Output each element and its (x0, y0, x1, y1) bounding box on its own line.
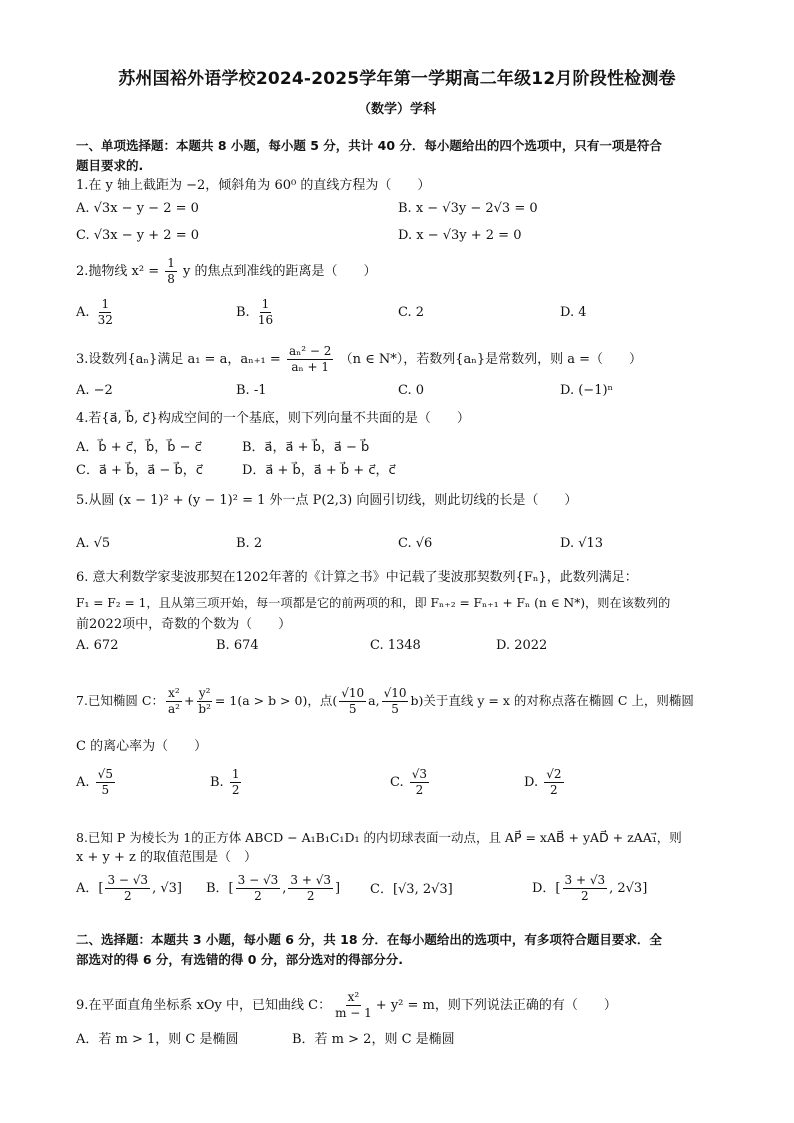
q7-option-b-frac (230, 767, 242, 798)
q8-option-b-num2: 3 + √3 (290, 873, 331, 887)
q7-frac-x (166, 686, 182, 717)
q7-option-c-den: 2 (415, 783, 424, 797)
q2-option-b-frac (256, 297, 275, 328)
q8-option-a-pre: A．[ (76, 881, 104, 896)
q2-stem-pre: 2.抛物线 x² = (76, 264, 160, 279)
q8-option-a-den: 2 (123, 889, 132, 903)
q2-option-b (236, 297, 277, 328)
section-2-heading-cont: 部选对的得 6 分，有选错的得 0 分，部分选对的得部分分. (76, 952, 404, 967)
q7-frac-b (382, 686, 409, 717)
section-2-heading: 二、选择题：本题共 3 小题，每小题 6 分，共 18 分．在每小题给出的选项中，有多项符合题目要求．全 (76, 932, 662, 947)
q3-fraction (287, 344, 333, 375)
q6-option-d: D. 2022 (496, 638, 548, 653)
q2-stem-post: y 的焦点到准线的距离是（ ） (183, 264, 377, 279)
q3-stem (76, 344, 726, 375)
q7-option-a-label: A. (76, 775, 90, 790)
q7-frac-a-den: 5 (348, 702, 357, 716)
q4-option-d: D．a⃗ + b⃗，a⃗ + b⃗ + c⃗，c⃗ (242, 463, 396, 478)
q2-option-b-num: 1 (261, 297, 270, 311)
q6-option-b: B. 674 (216, 638, 259, 653)
q5-stem: 5.从圆 (x − 1)² + (y − 1)² = 1 外一点 P(2,3) 向圆引切线，则此切线的长是（ ） (76, 493, 578, 508)
q1-option-d: D. x − √3y + 2 = 0 (398, 228, 522, 243)
q2-stem (76, 256, 726, 287)
q8-option-b-sep: , (282, 881, 287, 896)
q7-option-d-label: D. (524, 775, 539, 790)
q4-stem: 4.若{a⃗, b⃗, c⃗}构成空间的一个基底，则下列向量不共面的是（ ） (76, 411, 470, 426)
q6-option-a: A. 672 (76, 638, 119, 653)
q9-option-a: A．若 m > 1，则 C 是椭圆 (76, 1032, 239, 1047)
q7-frac-y-num: y² (198, 686, 211, 700)
q7-mid: a, (368, 693, 380, 708)
q4-option-c: C．a⃗ + b⃗，a⃗ − b⃗，c⃗ (76, 463, 203, 478)
q1-option-a: A. √3x − y − 2 = 0 (76, 201, 199, 216)
q8-line1: 8.已知 P 为棱长为 1的正方体 ABCD − A₁B₁C₁D₁ 的内切球表面一动点，且 AP⃗ = xAB⃗ + yAD⃗ + zAA₁⃗，则 (76, 830, 682, 845)
q7-option-c-num: √3 (411, 767, 428, 781)
q2-fraction (165, 256, 177, 287)
q3-option-c: C. 0 (398, 383, 425, 398)
q3-stem-pre: 3.设数列{aₙ}满足 a₁ = a，aₙ₊₁ = (76, 352, 281, 367)
q4-option-a: A．b⃗ + c⃗，b⃗，b⃗ − c⃗ (76, 440, 202, 455)
q7-pre: 7.已知椭圆 C： (76, 693, 164, 708)
q3-option-d: D. (−1)ⁿ (560, 383, 614, 398)
q6-line2: F₁ = F₂ = 1，且从第三项开始，每一项都是它的前两项的和，即 Fₙ₊₂ = Fₙ₊₁ + Fₙ (n ∈ N*)，则在该数列的 (76, 596, 671, 610)
q7-stem (76, 686, 726, 717)
q8-option-d-frac (563, 873, 608, 904)
q9-frac (333, 990, 374, 1021)
q3-fraction-num: aₙ² − 2 (288, 344, 332, 358)
q8-line2: x + y + z 的取值范围是（ ） (76, 850, 257, 865)
q6-line3: 前2022项中，奇数的个数为（ ） (76, 617, 292, 632)
q3-stem-post: （n ∈ N*），若数列{aₙ}是常数列，则 a =（ ） (339, 352, 643, 367)
q3-option-b: B. -1 (236, 383, 267, 398)
q2-fraction-num: 1 (167, 256, 175, 270)
q7-cond: = 1(a > b > 0)，点( (214, 693, 338, 708)
exam-title: 苏州国裕外语学校2024-2025学年第一学期高二年级12月阶段性检测卷 (118, 69, 676, 89)
q7-option-d-frac (544, 767, 563, 798)
q8-option-d-post: , 2√3] (609, 881, 648, 896)
q8-option-c: C．[√3, 2√3] (370, 882, 453, 897)
q7-option-b-label: B. (210, 775, 224, 790)
q8-option-d-den: 2 (580, 889, 589, 903)
q1-option-b: B. x − √3y − 2√3 = 0 (398, 201, 538, 216)
q7-frac-y (196, 686, 213, 717)
q8-option-b-den1: 2 (254, 889, 262, 903)
q7-option-a-den: 5 (101, 783, 110, 797)
q7-frac-a (339, 686, 366, 717)
q7-option-b-den: 2 (231, 783, 240, 797)
q2-option-a (76, 297, 117, 328)
q2-option-d: D. 4 (560, 305, 587, 320)
q5-option-a: A. √5 (76, 536, 111, 551)
q5-option-b: B. 2 (236, 536, 263, 551)
q7-option-c-label: C. (390, 775, 404, 790)
q7-frac-b-den: 5 (391, 702, 399, 716)
q5-option-d: D. √13 (560, 536, 604, 551)
q7-option-a (76, 767, 117, 798)
q2-option-b-label: B. (236, 305, 250, 320)
q2-option-a-frac (96, 297, 115, 328)
q7-option-b (210, 767, 243, 798)
q7-option-d-den: 2 (550, 783, 558, 797)
section-1-heading: 一、单项选择题：本题共 8 小题，每小题 5 分，共计 40 分．每小题给出的四个选项中，只有一项是符合 (76, 138, 662, 153)
q7-option-a-num: √5 (97, 767, 113, 781)
q6-line1: 6. 意大利数学家斐波那契在1202年著的《计算之书》中记载了斐波那契数列{Fₙ}，此数列满足： (76, 570, 638, 585)
q8-option-b-frac1 (236, 873, 281, 904)
q9-pre: 9.在平面直角坐标系 xOy 中，已知曲线 C： (76, 998, 332, 1013)
q8-option-b-post: ] (335, 881, 341, 896)
q8-option-b-den2: 2 (306, 889, 315, 903)
q7-frac-x-den: a² (167, 702, 180, 716)
q7-frac-y-den: b² (198, 702, 211, 716)
q9-post: + y² = m，则下列说法正确的有（ ） (375, 998, 617, 1013)
q1-stem: 1.在 y 轴上截距为 −2，倾斜角为 60⁰ 的直线方程为（ ） (76, 178, 431, 193)
q7-option-a-frac (96, 767, 115, 798)
q2-fraction-den: 8 (167, 272, 175, 286)
q9-frac-num: x² (347, 990, 360, 1004)
q7-option-b-num: 1 (231, 767, 240, 781)
q8-option-d-num: 3 + √3 (564, 873, 606, 887)
q8-option-a-frac (105, 873, 150, 904)
q7-plus: + (183, 693, 195, 708)
q2-option-a-label: A. (76, 305, 90, 320)
q7-frac-b-num: √10 (383, 686, 407, 700)
q9-stem (76, 990, 726, 1021)
q8-option-d (532, 873, 647, 904)
q1-option-c: C. √3x − y + 2 = 0 (76, 228, 199, 243)
q7-option-d (524, 767, 566, 798)
q8-option-b-frac2 (288, 873, 333, 904)
q2-option-a-num: 1 (101, 297, 110, 311)
exam-subtitle: （数学）学科 (357, 102, 436, 117)
q2-option-c: C. 2 (398, 305, 425, 320)
q8-option-d-pre: D．[ (532, 881, 561, 896)
q8-option-b-num1: 3 − √3 (237, 873, 279, 887)
q6-option-c: C. 1348 (370, 638, 421, 653)
q7-option-c-frac (410, 767, 429, 798)
q9-option-b: B．若 m > 2，则 C 是椭圆 (292, 1032, 455, 1047)
q8-option-a-post: , √3] (152, 881, 182, 896)
q8-option-a-num: 3 − √3 (107, 873, 149, 887)
q7-frac-a-num: √10 (341, 686, 365, 700)
q3-fraction-den: aₙ + 1 (291, 360, 330, 374)
section-1-heading-cont: 题目要求的. (76, 158, 144, 173)
q3-option-a: A. −2 (76, 383, 113, 398)
q7-frac-x-num: x² (168, 686, 180, 700)
q2-option-b-den: 16 (257, 313, 274, 327)
q5-option-c: C. √6 (398, 536, 433, 551)
q7-post: b)关于直线 y = x 的对称点落在椭圆 C 上，则椭圆 (410, 693, 694, 708)
q7-line2: C 的离心率为（ ） (76, 739, 208, 754)
q9-frac-den: m − 1 (335, 1006, 372, 1020)
q7-option-d-num: √2 (546, 767, 562, 781)
q2-option-a-den: 32 (97, 313, 113, 327)
q8-option-b (206, 873, 340, 904)
q8-option-b-pre: B．[ (206, 881, 234, 896)
q4-option-b: B．a⃗，a⃗ + b⃗，a⃗ − b⃗ (242, 440, 370, 455)
q7-option-c (390, 767, 431, 798)
q8-option-a (76, 873, 182, 904)
